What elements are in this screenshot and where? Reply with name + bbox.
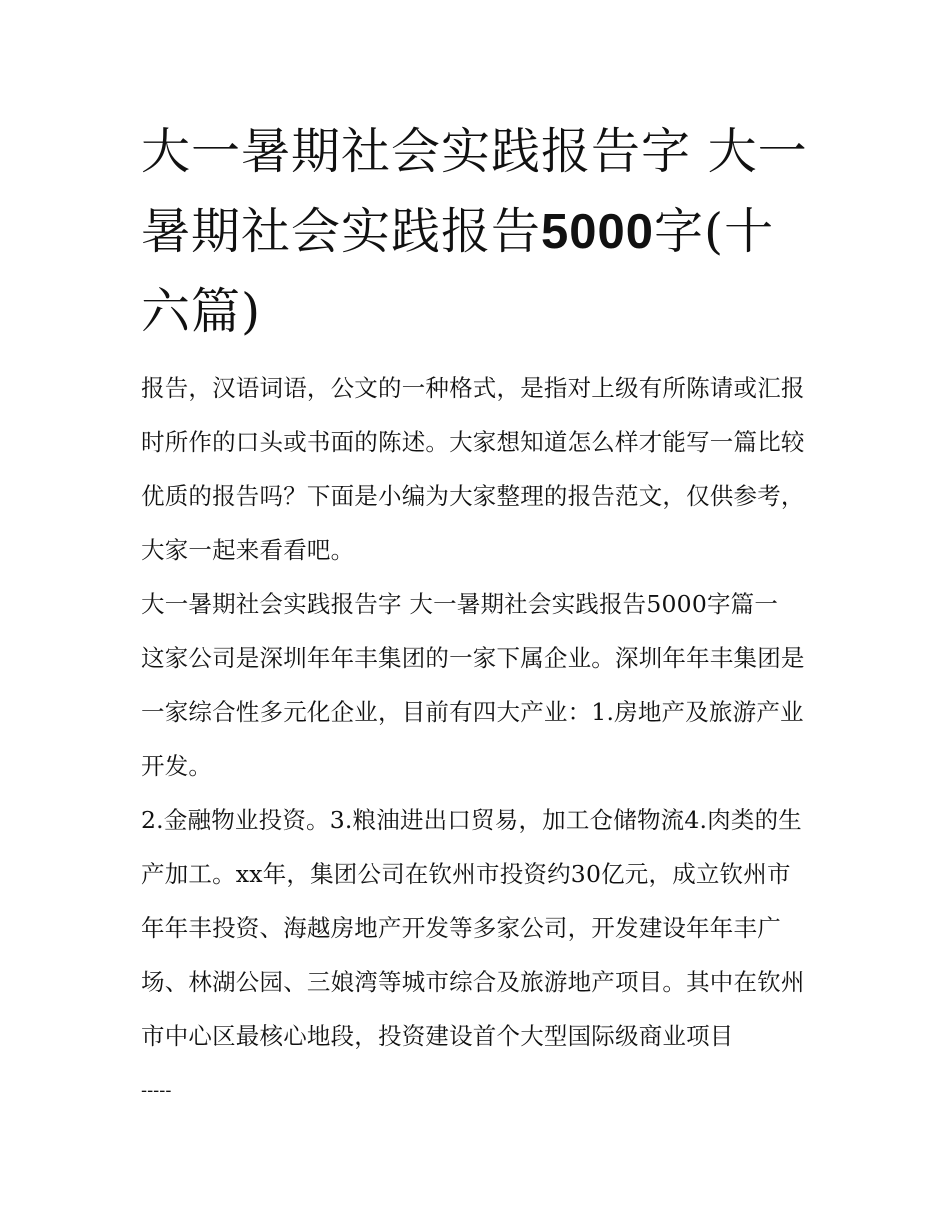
document-title	[141, 112, 813, 352]
page-separator: -----	[141, 1080, 172, 1101]
document-page	[141, 112, 813, 1103]
body-paragraph-2: 2.金融物业投资。3.粮油进出口贸易，加工仓储物流4.肉类的生产加工。xx年，集团公司在钦州市投资约30亿元，成立钦州市年年丰投资、海越房地产开发等多家公司，开发建设年年丰广场、林湖公园、三娘湾等城市综合及旅游地产项目。其中在钦州市中心区最核心地段，投资建设首个大型国际级商业项目	[141, 806, 805, 1050]
title-text-part2: 字(十六篇)	[141, 203, 775, 340]
title-text-part1: 大一暑期社会实践报告字 大一暑期社会实践报告	[141, 123, 808, 260]
section-heading-paragraph: 大一暑期社会实践报告字 大一暑期社会实践报告5000字篇一	[141, 590, 779, 618]
intro-paragraph: 报告，汉语词语，公文的一种格式，是指对上级有所陈请或汇报时所作的口头或书面的陈述。大家想知道怎么样才能写一篇比较优质的报告吗？下面是小编为大家整理的报告范文，仅供参考，大家一起来看看吧。	[141, 374, 805, 564]
title-number: 5000	[541, 205, 655, 259]
body-paragraph-1: 这家公司是深圳年年丰集团的一家下属企业。深圳年年丰集团是一家综合性多元化企业，目前有四大产业：1.房地产及旅游产业开发。	[141, 644, 805, 780]
